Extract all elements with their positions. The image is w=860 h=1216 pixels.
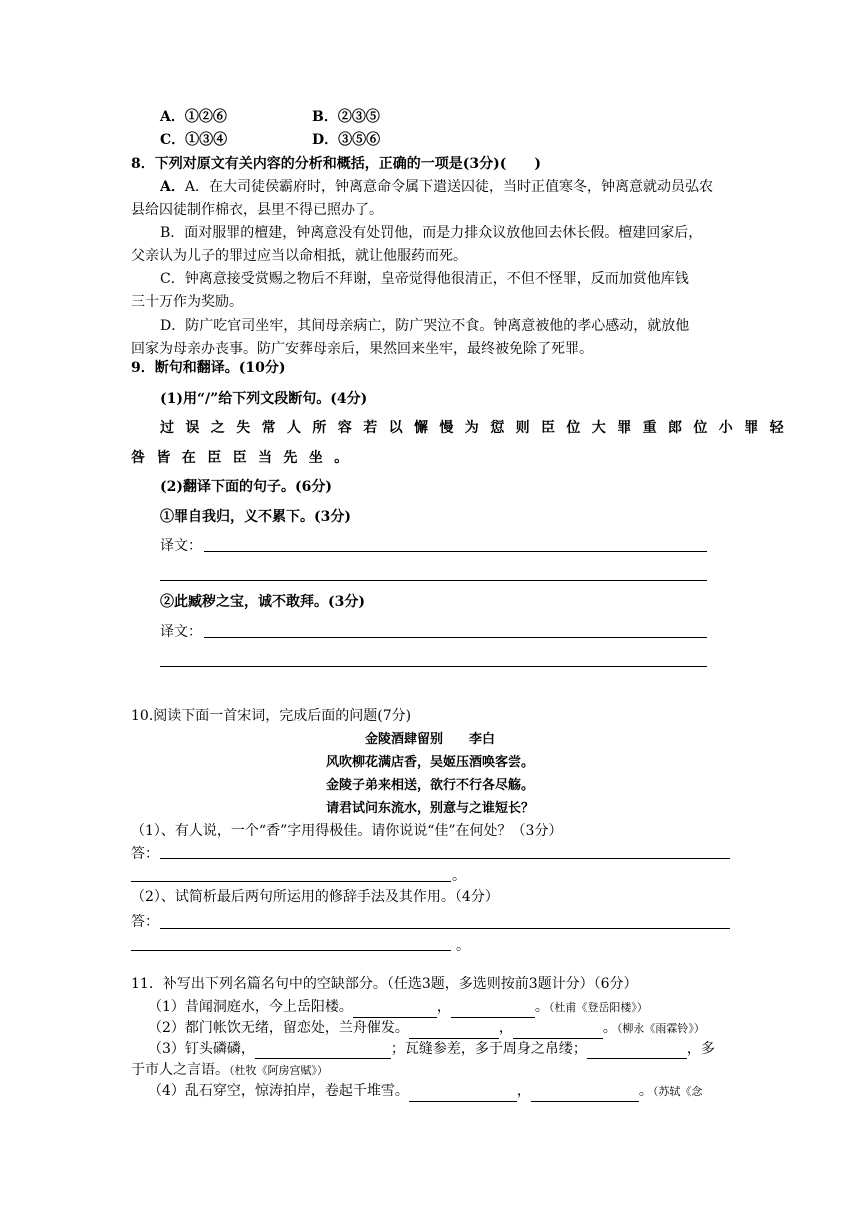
q10-answer2-label: 答： bbox=[131, 914, 159, 930]
poem-line2: 金陵子弟来相送，欲行不行各尽觞。 bbox=[325, 778, 534, 793]
q8-option-b-line1: B．面对服罪的檀建，钟离意没有处罚他，而是力排众议放他回去休长假。檀建回家后， bbox=[160, 225, 703, 241]
q7-option-d: D．③⑤⑥ bbox=[312, 132, 381, 148]
q10-sub2: （2）、试简析最后两句所运用的修辞手法及其作用。（4分） bbox=[131, 889, 499, 905]
q8-option-d-line1: D．防广吃官司坐牢，其间母亲病亡，防广哭泣不食。钟离意被他的孝心感动，就放他 bbox=[160, 318, 690, 334]
q11-item1 bbox=[148, 997, 648, 1018]
q9-translation2-label: 译文： bbox=[160, 624, 202, 640]
q9-passage-line2: 咎皆在臣臣当先坐。 bbox=[131, 450, 360, 466]
q11-item1-end: 。 bbox=[534, 999, 549, 1015]
q9-stem: 9．断句和翻译。(10分) bbox=[131, 360, 286, 376]
q11-item2-blank1[interactable] bbox=[409, 1024, 499, 1039]
q8-option-c-line2: 三十万作为奖励。 bbox=[131, 294, 243, 310]
q8-option-a-line1: A．A．在大司徒侯霸府时，钟离意命令属下遣送囚徒，当时正值寒冬，钟离意就动员弘农 bbox=[160, 179, 713, 195]
q11-item1-blank2[interactable] bbox=[451, 1003, 535, 1018]
poem-title: 金陵酒肆留别 李白 bbox=[364, 732, 495, 747]
q9-passage-line1: 过误之失常人所容若以懈慢为愆则臣位大罪重郎位小罪轻 bbox=[160, 420, 795, 436]
q11-item1-text: （1）昔闻洞庭水，今上岳阳楼。 bbox=[148, 999, 353, 1015]
q9-part2-prompt: (2)翻译下面的句子。(6分) bbox=[160, 479, 332, 495]
q11-item3-mid: ；瓦缝参差，多于周身之帛缕； bbox=[390, 1041, 587, 1057]
q10-sub1: （1）、有人说，一个“香”字用得极佳。请你说说“佳”在何处？（3分） bbox=[131, 823, 563, 839]
q9-translation1-answer-line2[interactable] bbox=[160, 580, 707, 581]
q11-item4-blank1[interactable] bbox=[409, 1087, 517, 1102]
q8-option-a-text: A．在大司徒侯霸府时，钟离意命令属下遣送囚徒，当时正值寒冬，钟离意就动员弘农 bbox=[184, 179, 713, 195]
q10-answer2-line1[interactable] bbox=[160, 928, 730, 929]
q11-item1-blank1[interactable] bbox=[353, 1003, 437, 1018]
q10-answer1-end: 。 bbox=[452, 868, 466, 884]
poem-line3: 请君试问东流水，别意与之谁短长？ bbox=[325, 801, 534, 816]
q7-option-c: C．①③④ bbox=[160, 132, 228, 148]
q11-item1-source: （杜甫《登岳阳楼》） bbox=[548, 1001, 648, 1014]
q10-answer1-line2[interactable] bbox=[131, 881, 451, 882]
q11-item3-line2-text: 于市人之言语。 bbox=[131, 1062, 229, 1078]
q8-option-c-line1: C．钟离意接受赏赐之物后不拜谢，皇帝觉得他很清正，不但不怪罪，反而加赏他库钱 bbox=[160, 271, 689, 287]
q11-item4-sep: ， bbox=[516, 1083, 531, 1099]
q11-item3 bbox=[148, 1039, 715, 1059]
q11-item2-blank2[interactable] bbox=[513, 1024, 603, 1039]
q9-part1-prompt: (1)用“/”给下列文段断句。(4分) bbox=[160, 391, 368, 407]
q9-translation1-label: 译文： bbox=[160, 538, 202, 554]
q10-answer1-label: 答： bbox=[131, 846, 159, 862]
q8-stem: 8．下列对原文有关内容的分析和概括，正确的一项是(3分)( ) bbox=[131, 156, 541, 172]
q9-translation2-answer-line1[interactable] bbox=[204, 637, 707, 638]
q7-option-a: A．①②⑥ bbox=[160, 109, 227, 125]
q11-item3-line2 bbox=[131, 1060, 328, 1081]
q7-option-b: B．②③⑤ bbox=[312, 109, 380, 125]
q8-option-a-line2: 县给囚徒制作棉衣，县里不得已照办了。 bbox=[131, 202, 383, 218]
q11-item3-text: （3）钉头磷磷， bbox=[148, 1041, 255, 1057]
q10-answer1-line1[interactable] bbox=[160, 858, 730, 859]
q9-sentence2: ②此臧秽之宝，诚不敢拜。(3分) bbox=[160, 594, 365, 610]
q9-sentence1: ①罪自我归，义不累下。(3分) bbox=[160, 509, 351, 525]
q11-stem bbox=[131, 974, 638, 994]
q11-item2-sep: ， bbox=[498, 1020, 513, 1036]
q10-stem: 10.阅读下面一首宋词，完成后面的问题(7分) bbox=[131, 708, 412, 724]
poem-line1: 风吹柳花满店香，吴姬压酒唤客尝。 bbox=[325, 755, 534, 770]
q11-item2-end: 。 bbox=[602, 1020, 617, 1036]
q9-translation2-answer-line2[interactable] bbox=[160, 666, 707, 667]
q11-item3-source: （杜牧《阿房宫赋》） bbox=[229, 1064, 328, 1077]
q9-translation1-answer-line1[interactable] bbox=[204, 551, 707, 552]
q11-item4 bbox=[148, 1081, 702, 1102]
q11-item4-end: 。 bbox=[638, 1083, 653, 1099]
q11-item3-blank2[interactable] bbox=[587, 1044, 687, 1059]
q8-option-d-line2: 回家为母亲办丧事。防广安葬母亲后，果然回来坐牢，最终被免除了死罪。 bbox=[131, 341, 593, 357]
q10-answer2-line2[interactable] bbox=[131, 950, 451, 951]
q11-item1-sep: ， bbox=[436, 999, 451, 1015]
q11-item4-text: （4）乱石穿空，惊涛拍岸，卷起千堆雪。 bbox=[148, 1083, 409, 1099]
q11-stem-text: 11．补写出下列名篇名句中的空缺部分。（任选3题，多选则按前3题计分）（6分） bbox=[131, 976, 638, 992]
q11-item2-text: （2）都门帐饮无绪，留恋处，兰舟催发。 bbox=[148, 1020, 409, 1036]
q11-item2-source: （柳永《雨霖铃》） bbox=[616, 1022, 705, 1035]
q11-item2 bbox=[148, 1018, 705, 1039]
q11-item3-blank1[interactable] bbox=[255, 1044, 391, 1059]
q11-item4-blank2[interactable] bbox=[531, 1087, 639, 1102]
q11-item3-end: ，多 bbox=[686, 1041, 715, 1057]
q10-answer2-end: 。 bbox=[456, 938, 470, 954]
q11-item4-source: （苏轼《念 bbox=[652, 1085, 703, 1098]
q8-option-b-line2: 父亲认为儿子的罪过应当以命相抵，就让他服药而死。 bbox=[131, 248, 467, 264]
